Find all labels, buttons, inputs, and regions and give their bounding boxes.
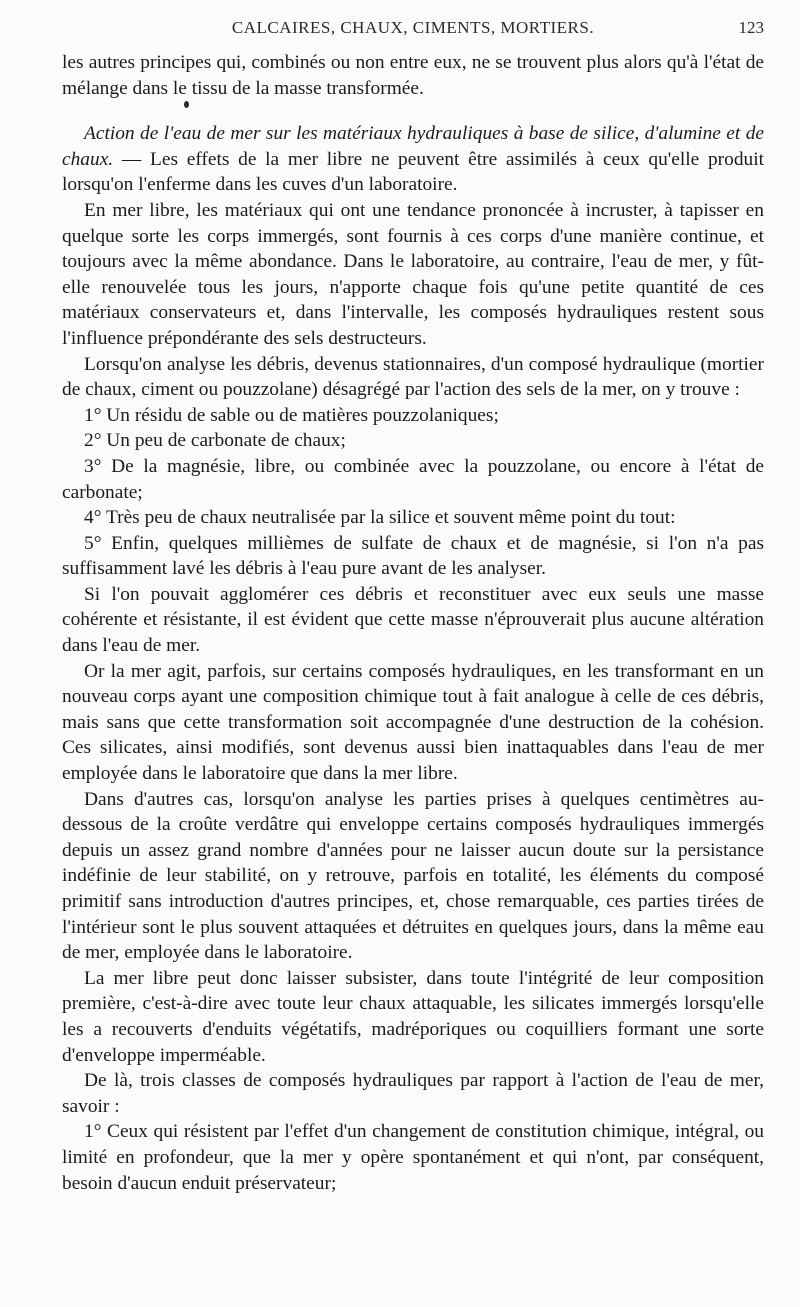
paragraph: La mer libre peut donc laisser subsister, dans toute l'intégrité de leur composition première, c'est-à-dire avec toute leur chaux attaquable, les silicates immergés lorsqu'elle les a recouverts d'enduits végétatifs, madréporiques ou coquilliers formant une sorte d'enveloppe imperméable. (62, 967, 764, 1066)
running-header (62, 18, 764, 42)
list-item: 1° Un résidu de sable ou de matières pouzzolaniques; (84, 404, 499, 426)
list-item: 5° Enfin, quelques millièmes de sulfate de chaux et de magnésie, si l'on n'a pas suffisamment lavé les débris à l'eau pure avant de les analyser. (62, 532, 764, 580)
list-item: 2° Un peu de carbonate de chaux; (84, 430, 346, 452)
paragraph: En mer libre, les matériaux qui ont une tendance prononcée à incruster, à tapisser en quelque sorte les corps immergés, sont fournis à ces corps d'une manière continue, et toujours avec la même abondance. Dans le laboratoire, au contraire, l'eau de mer, y fût-elle renouvelée tous les jours, n'apporte chaque fois qu'une petite quantité de ces matériaux conservateurs et, dans l'intervalle, les composés hydrauliques restent sous l'influence prépondérante des sels destructeurs. (62, 199, 764, 349)
page-number: 123 (738, 18, 764, 37)
section-intro-text: — Les effets de la mer libre ne peuvent être assimilés à ceux qu'elle produit lorsqu'on l'enferme dans les cuves d'un laboratoire. (62, 148, 764, 196)
list-item: 3° De la magnésie, libre, ou combinée avec la pouzzolane, ou encore à l'état de carbonate; (62, 455, 764, 503)
section-paragraph (62, 121, 764, 198)
section-heading: Action de l'eau de mer sur les matériaux hydrauliques à base de silice, d'alumine et de chaux. (62, 123, 764, 170)
list-item: 1° Ceux qui résistent par l'effet d'un changement de constitution chimique, intégral, ou limité en profondeur, que la mer y opère spontanément et qui n'ont, par conséquent, besoin d'aucun enduit préservateur; (62, 1121, 764, 1194)
paragraph: Si l'on pouvait agglomérer ces débris et reconstituer avec eux seuls une masse cohérente et résistante, il est évident que cette masse n'éprouverait plus aucune altération dans l'eau de mer. (62, 583, 764, 657)
paragraph-continuation: les autres principes qui, combinés ou non entre eux, ne se trouvent plus alors qu'à l'état de mélange dans le tissu de la masse transformée. (62, 52, 764, 99)
paragraph: De là, trois classes de composés hydrauliques par rapport à l'action de l'eau de mer, savoir : (62, 1070, 764, 1117)
paragraph: Or la mer agit, parfois, sur certains composés hydrauliques, en les transformant en un nouveau corps ayant une composition chimique tout à fait analogue à celle de ces débris, mais sans que cette transformation soit accompagnée d'une destruction de la cohésion. Ces silicates, ainsi modifiés, sont devenus aussi bien inattaquables dans l'eau de mer employée dans le laboratoire que dans la mer libre. (62, 660, 764, 785)
running-title: CALCAIRES, CHAUX, CIMENTS, MORTIERS. (231, 18, 595, 37)
list-item: 4° Très peu de chaux neutralisée par la silice et souvent même point du tout: (84, 507, 676, 529)
body-text (62, 50, 764, 1196)
paragraph: Lorsqu'on analyse les débris, devenus stationnaires, d'un composé hydraulique (mortier de chaux, ciment ou pouzzolane) désagrégé par l'action des sels de la mer, on y trouve : (62, 353, 764, 401)
paragraph: Dans d'autres cas, lorsqu'on analyse les parties prises à quelques centimètres au-dessous de la croûte verdâtre qui enveloppe certains composés hydrauliques immergés depuis un assez grand nombre d'années pour ne laisser aucun doute sur la persistance indéfinie de leur stabilité, on y retrouve, parfois en totalité, les éléments du composé primitif sans introduction d'autres principes, et, chose remarquable, ces parties tirées de l'intérieur sont le plus souvent attaquées et détruites en quelques jours, dans la même eau de mer, employée dans le laboratoire. (62, 788, 764, 964)
